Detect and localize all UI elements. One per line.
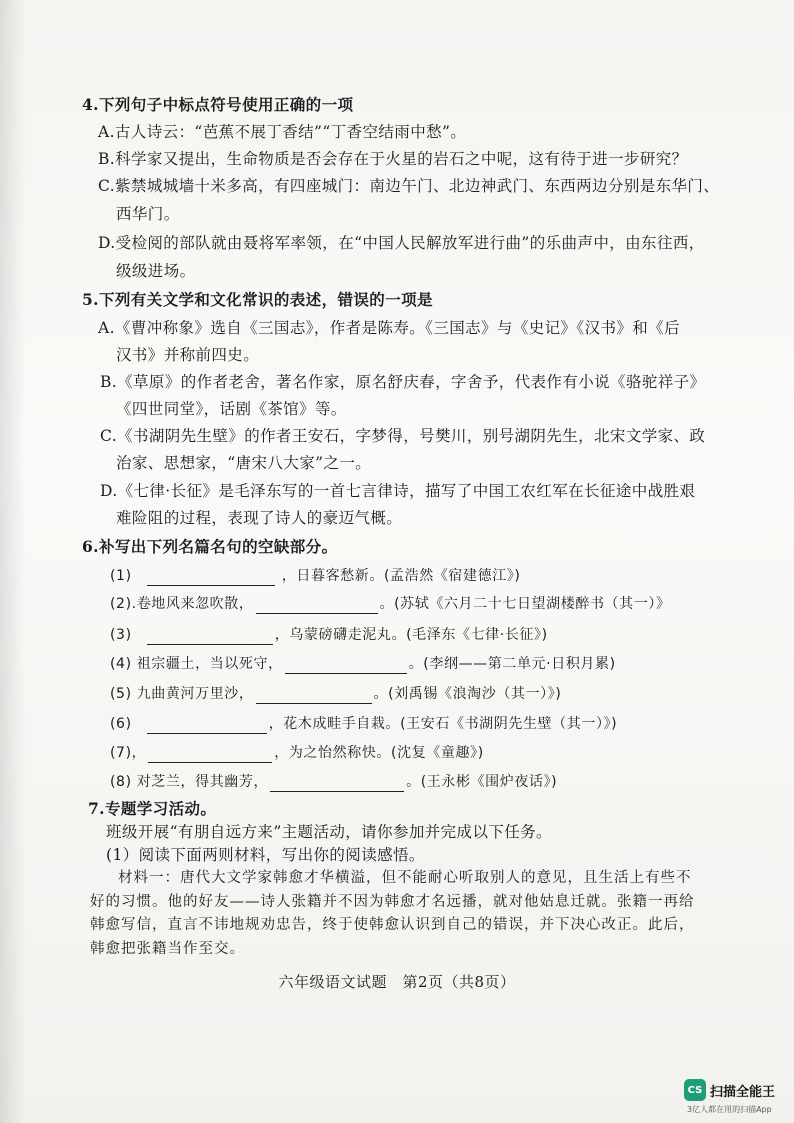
item-text-after: ，日暮客愁新。(孟浩然《宿建德江》) bbox=[281, 568, 521, 584]
q7-stem: 7.专题学习活动。 bbox=[88, 799, 217, 818]
scanner-tagline: 3亿人都在用的扫描App bbox=[687, 1105, 772, 1114]
q4-option-d-line2: 级级进场。 bbox=[116, 262, 196, 280]
material-1-line1: 材料一：唐代大文学家韩愈才华横溢，但不能耐心听取别人的意见，且生活上有些不 bbox=[118, 870, 692, 886]
item-number: (4) bbox=[110, 656, 132, 672]
q6-item-4 bbox=[110, 654, 616, 674]
q5-option-b-line2: 《四世同堂》，话剧《茶馆》等。 bbox=[116, 400, 347, 418]
item-text-before: 对芝兰，得其幽芳， bbox=[136, 774, 269, 790]
q5-option-d-line2: 难险阻的过程，表现了诗人的豪迈气概。 bbox=[116, 509, 403, 527]
q7-intro: 班级开展“有朋自远方来”主题活动，请你参加并完成以下任务。 bbox=[106, 823, 552, 841]
q5-option-a-line1: A.《曹冲称象》选自《三国志》，作者是陈寿。《三国志》与《史记》《汉书》和《后 bbox=[98, 319, 680, 337]
item-text-after: ，乌蒙磅礴走泥丸。(毛泽东《七律·长征》) bbox=[274, 627, 548, 643]
q4-stem: 4.下列句子中标点符号使用正确的一项 bbox=[82, 95, 354, 114]
material-1-line4: 韩愈把张籍当作至交。 bbox=[90, 941, 245, 957]
item-text-before: 祖宗疆土，当以死守， bbox=[136, 656, 283, 672]
scanner-app-name: 扫描全能王 bbox=[710, 1084, 776, 1100]
item-number: (5) bbox=[110, 686, 132, 702]
item-number: (2). bbox=[110, 596, 137, 612]
q6-item-1 bbox=[110, 566, 521, 586]
material-1-line2: 好的习惯。他的好友——诗人张籍并不因为韩愈才名远播，就对他姑息迁就。张籍一再给 bbox=[90, 894, 695, 910]
item-number: (6) bbox=[110, 716, 132, 732]
q5-option-a-line2: 汉书》并称前四史。 bbox=[116, 346, 260, 364]
item-number: (7)， bbox=[110, 745, 147, 761]
item-number: (3) bbox=[110, 627, 132, 643]
answer-blank[interactable] bbox=[270, 775, 404, 792]
q6-item-5 bbox=[110, 684, 561, 704]
q6-stem: 6.补写出下列名篇名句的空缺部分。 bbox=[82, 537, 338, 556]
q4-option-c-line1: C.紫禁城城墙十米多高，有四座城门：南边午门、北边神武门、东西两边分别是东华门、 bbox=[98, 177, 720, 195]
q4-option-c-line2: 西华门。 bbox=[116, 205, 180, 223]
item-text-before: 九曲黄河万里沙， bbox=[136, 686, 254, 702]
item-text-before: 卷地风来忽吹散， bbox=[136, 596, 254, 612]
q6-item-8 bbox=[110, 772, 557, 792]
scanner-watermark bbox=[684, 1079, 775, 1101]
answer-blank[interactable] bbox=[147, 628, 273, 645]
q6-item-6 bbox=[110, 714, 617, 734]
answer-blank[interactable] bbox=[285, 657, 407, 674]
q5-option-b-line1: B.《草原》的作者老舍，著名作家，原名舒庆春，字舍予，代表作有小说《骆驼祥子》 bbox=[100, 373, 706, 391]
answer-blank[interactable] bbox=[256, 597, 378, 614]
item-text-after: 。(李纲——第二单元·日积月累) bbox=[408, 656, 616, 672]
item-text-after: 。(苏轼《六月二十七日望湖楼醉书（其一）》 bbox=[379, 596, 671, 612]
answer-blank[interactable] bbox=[147, 717, 267, 734]
camscanner-logo-icon: CS bbox=[684, 1079, 706, 1101]
page-footer: 六年级语文试题 第2页（共8页） bbox=[278, 973, 516, 991]
q4-option-d-line1: D.受检阅的部队就由聂将军率领，在“中国人民解放军进行曲”的乐曲声中，由东往西， bbox=[98, 234, 705, 252]
q6-item-7 bbox=[110, 743, 484, 763]
q4-option-b: B.科学家又提出，生命物质是否会存在于火星的岩石之中呢，这有待于进一步研究？ bbox=[98, 150, 688, 168]
item-text-after: 。(王永彬《围炉夜话》) bbox=[406, 774, 558, 790]
material-1-line3: 韩愈写信，直言不讳地规劝忠告，终于使韩愈认识到自己的错误，并下决心改正。此后， bbox=[90, 917, 695, 933]
q5-stem: 5.下列有关文学和文化常识的表述，错误的一项是 bbox=[82, 290, 433, 309]
q5-option-c-line2: 治家、思想家，“唐宋八大家”之一。 bbox=[116, 454, 372, 472]
q5-option-c-line1: C.《书湖阴先生壁》的作者王安石，字梦得，号樊川，别号湖阴先生，北宋文学家、政 bbox=[100, 427, 706, 445]
q4-option-a: A.古人诗云：“芭蕉不展丁香结”“丁香空结雨中愁”。 bbox=[98, 123, 467, 141]
answer-blank[interactable] bbox=[148, 746, 272, 763]
q6-item-2 bbox=[110, 594, 671, 614]
q7-task-1: (1）阅读下面两则材料，写出你的阅读感悟。 bbox=[106, 846, 425, 864]
item-text-after: ，花木成畦手自栽。(王安石《书湖阴先生壁（其一）》) bbox=[268, 716, 618, 732]
q6-item-3 bbox=[110, 625, 548, 645]
q5-option-d-line1: D.《七律·长征》是毛泽东写的一首七言律诗，描写了中国工农红军在长征途中战胜艰 bbox=[100, 482, 696, 500]
item-text-after: ，为之怡然称快。(沈复《童趣》) bbox=[274, 745, 484, 761]
page-edge-shadow bbox=[0, 0, 26, 1123]
answer-blank[interactable] bbox=[256, 687, 372, 704]
item-number: (8) bbox=[110, 774, 132, 790]
item-number: (1) bbox=[110, 568, 132, 584]
answer-blank[interactable] bbox=[147, 569, 275, 586]
item-text-after: 。(刘禹锡《浪淘沙（其一）》) bbox=[373, 686, 562, 702]
